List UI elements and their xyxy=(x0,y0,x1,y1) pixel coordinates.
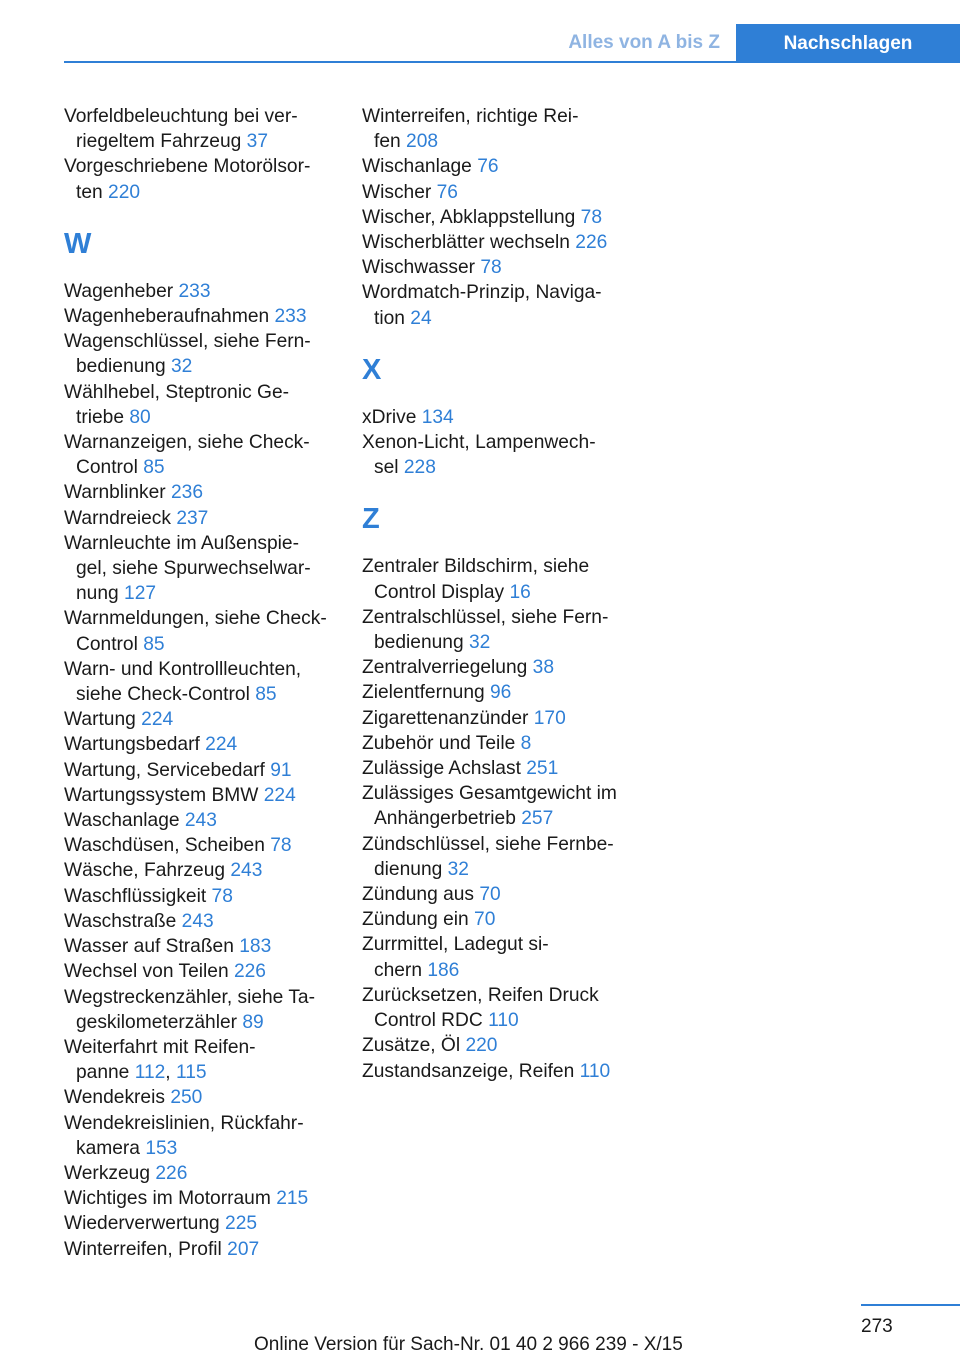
page-link[interactable]: 243 xyxy=(230,860,263,882)
index-entry-term: Zulässiges Gesamtgewicht im Anhängerbetrieb xyxy=(362,783,617,830)
index-entry xyxy=(362,205,637,230)
index-entry-term: Wischanlage xyxy=(362,156,472,178)
page-link[interactable]: 32 xyxy=(170,356,193,378)
index-entry-term: Wischer xyxy=(362,181,432,203)
index-entry xyxy=(64,1211,336,1236)
page-link[interactable]: 110 xyxy=(579,1060,611,1082)
index-entry xyxy=(64,1186,336,1211)
index-entry-term: Waschflüssigkeit xyxy=(64,885,207,907)
index-entry xyxy=(64,959,336,984)
page-link[interactable]: 16 xyxy=(509,581,531,603)
index-entry-term: Warnleuchte im Außenspie- gel, siehe Spurwechselwar- nung xyxy=(64,532,311,605)
page-link[interactable]: 233 xyxy=(178,280,211,302)
index-entry-term: Wartungssystem BMW xyxy=(64,784,259,806)
index-entry-term: Wagenheberaufnahmen xyxy=(64,306,270,328)
footer-rule xyxy=(861,1304,960,1306)
index-entry-term: Wischwasser xyxy=(362,257,476,279)
index-entry-term: Zündschlüssel, siehe Fernbe- dienung xyxy=(362,833,614,880)
index-entry xyxy=(64,430,336,480)
page-link[interactable]: 215 xyxy=(276,1188,309,1210)
index-entry-term: Zulässige Achslast xyxy=(362,758,521,780)
index-entry xyxy=(64,154,336,204)
page-link[interactable]: 32 xyxy=(468,632,491,654)
page-link[interactable]: 115 xyxy=(175,1062,207,1084)
index-entry xyxy=(64,279,336,304)
index-entry xyxy=(64,909,336,934)
breadcrumb[interactable]: Alles von A bis Z xyxy=(568,32,720,53)
index-entry xyxy=(362,907,637,932)
index-entry xyxy=(362,255,637,280)
index-entry xyxy=(362,706,637,731)
index-entry-term: Winterreifen, richtige Rei- fen xyxy=(362,106,579,153)
index-entry-term: Wagenheber xyxy=(64,280,174,302)
index-entry xyxy=(362,1033,637,1058)
index-column-left xyxy=(64,104,336,1262)
page-link[interactable]: 38 xyxy=(532,657,555,679)
index-entry-term: Zentralverriegelung xyxy=(362,657,528,679)
page-link[interactable]: 112 xyxy=(134,1062,166,1084)
index-entry-term: Zusätze, Öl xyxy=(362,1035,461,1057)
page-link[interactable]: 224 xyxy=(205,734,238,756)
index-entry xyxy=(362,882,637,907)
index-entry-term: Waschstraße xyxy=(64,910,177,932)
index-entry xyxy=(64,758,336,783)
page-link[interactable]: 183 xyxy=(239,936,272,958)
index-entry-term: Wechsel von Teilen xyxy=(64,961,229,983)
index-entry-term: Warn- und Kontrollleuchten, siehe Check-Control xyxy=(64,658,302,706)
index-entry-term: Vorgeschriebene Motorölsor- ten xyxy=(64,156,311,203)
index-entry xyxy=(362,554,637,604)
index-entry xyxy=(362,154,637,179)
page-link[interactable]: 233 xyxy=(274,306,307,328)
index-entry-term: Wartung, Servicebedarf xyxy=(64,759,265,781)
index-entry-term: Zustandsanzeige, Reifen xyxy=(362,1060,575,1082)
page-link[interactable]: 243 xyxy=(184,810,217,832)
index-entry-term: xDrive xyxy=(362,406,417,428)
index-entry xyxy=(64,506,336,531)
page-link[interactable]: 237 xyxy=(176,507,209,529)
index-entry xyxy=(64,884,336,909)
section-tab-nachschlagen[interactable]: Nachschlagen xyxy=(736,24,960,63)
index-entry xyxy=(362,832,637,882)
index-entry-term: Wendekreislinien, Rückfahr- kamera xyxy=(64,1112,304,1159)
index-entry-term: Wählhebel, Steptronic Ge- triebe xyxy=(64,381,290,428)
index-entry-term: Zurücksetzen, Reifen Druck Control RDC xyxy=(362,984,599,1032)
page-link[interactable]: 76 xyxy=(436,181,458,203)
page-link[interactable]: 24 xyxy=(410,307,432,329)
page-link[interactable]: 226 xyxy=(575,232,608,254)
index-entry xyxy=(64,833,336,858)
page-link[interactable]: 91 xyxy=(270,759,292,781)
index-entry-term: Zündung aus xyxy=(362,884,475,906)
index-entry xyxy=(362,756,637,781)
page-link[interactable]: 251 xyxy=(526,758,559,780)
index-entry xyxy=(64,808,336,833)
index-entry xyxy=(64,783,336,808)
index-entry-term: Wartungsbedarf xyxy=(64,734,200,756)
index-entry xyxy=(362,1059,637,1084)
index-entry xyxy=(362,405,637,430)
index-entry xyxy=(64,858,336,883)
index-entry xyxy=(64,985,336,1035)
index-entry-term: Xenon-Licht, Lampenwech- sel xyxy=(362,432,596,479)
index-entry xyxy=(64,1237,336,1262)
page-link[interactable]: 225 xyxy=(225,1213,258,1235)
page-link[interactable]: 85 xyxy=(143,457,165,479)
page-link[interactable]: 85 xyxy=(143,633,165,655)
index-entry xyxy=(362,280,637,330)
page-link[interactable]: 70 xyxy=(479,884,501,906)
page-link[interactable]: 134 xyxy=(421,406,454,428)
index-entry-term: Weiterfahrt mit Reifen- panne xyxy=(64,1036,256,1084)
page-link[interactable]: 236 xyxy=(171,482,204,504)
index-entry xyxy=(362,655,637,680)
index-entry: Weiterfahrt mit Reifen- panne 112, 115 xyxy=(64,1036,256,1084)
page-link[interactable]: 70 xyxy=(474,909,496,931)
index-entry xyxy=(64,104,336,154)
index-entry-term: Warnmeldungen, siehe Check-Control xyxy=(64,608,327,655)
page-link[interactable]: 78 xyxy=(580,206,602,228)
index-entry-term: Wischer, Abklappstellung xyxy=(362,206,576,228)
index-entry-term: Zubehör und Teile xyxy=(362,732,516,754)
index-entry-term: Wichtiges im Motorraum xyxy=(64,1188,271,1210)
page-link[interactable]: 8 xyxy=(520,732,532,754)
index-entry-term: Warnanzeigen, siehe Check-Control xyxy=(64,432,310,479)
index-entry xyxy=(362,731,637,756)
page-link[interactable]: 257 xyxy=(521,808,554,830)
index-entry-term: Wasser auf Straßen xyxy=(64,936,234,958)
index-entry xyxy=(64,606,336,656)
index-entry xyxy=(362,932,637,982)
page-link[interactable]: 224 xyxy=(141,709,174,731)
index-entry-term: Wendekreis xyxy=(64,1087,165,1109)
page-link[interactable]: 153 xyxy=(145,1137,178,1159)
page-link[interactable]: 89 xyxy=(242,1011,264,1033)
index-entry-term: Wagenschlüssel, siehe Fern- bedienung xyxy=(64,331,311,378)
index-entry-term: Wordmatch-Prinzip, Naviga- tion xyxy=(362,282,602,329)
index-entry xyxy=(64,934,336,959)
index-entry xyxy=(64,480,336,505)
index-entry-term: Wiederverwertung xyxy=(64,1213,220,1235)
index-entry-term: Zündung ein xyxy=(362,909,469,931)
index-entry-term: Wäsche, Fahrzeug xyxy=(64,860,226,882)
page-link[interactable]: 110 xyxy=(488,1010,519,1032)
index-entry xyxy=(64,304,336,329)
index-entry-term: Zentralschlüssel, siehe Fern- bedienung xyxy=(362,606,609,654)
page-link[interactable]: 243 xyxy=(181,910,214,932)
index-entry xyxy=(64,531,336,607)
index-entry-term: Werkzeug xyxy=(64,1162,151,1184)
index-letter-heading: X xyxy=(362,353,382,386)
index-entry-term: Zigarettenanzünder xyxy=(362,707,529,729)
page-link[interactable]: 228 xyxy=(403,457,436,479)
index-entry-term: Wischerblätter wechseln xyxy=(362,232,570,254)
page-link[interactable]: 250 xyxy=(170,1087,203,1109)
index-entry-term: Warndreieck xyxy=(64,507,171,529)
page-link[interactable]: 127 xyxy=(124,583,157,605)
page-link[interactable]: 78 xyxy=(211,885,233,907)
index-entry xyxy=(64,1161,336,1186)
index-letter-heading: W xyxy=(64,227,92,260)
page-link[interactable]: 80 xyxy=(129,406,151,428)
index-entry xyxy=(64,657,336,707)
index-entry xyxy=(362,180,637,205)
index-entry xyxy=(362,430,637,480)
index-entry xyxy=(362,781,637,831)
page-link[interactable]: 76 xyxy=(477,156,499,178)
index-entry-term: Zurrmittel, Ladegut si- chern xyxy=(362,934,549,981)
page-link[interactable]: 96 xyxy=(490,682,512,704)
page-link[interactable]: 170 xyxy=(533,707,566,729)
index-entry xyxy=(362,680,637,705)
index-entry-term: Wegstreckenzähler, siehe Ta- geskilometerzähler xyxy=(64,986,315,1033)
page-link[interactable]: 226 xyxy=(233,961,266,983)
page-link[interactable]: 220 xyxy=(108,181,141,203)
page-link[interactable]: 226 xyxy=(155,1162,188,1184)
index-entry xyxy=(64,1111,336,1161)
index-entry xyxy=(64,732,336,757)
page-link[interactable]: 186 xyxy=(427,959,460,981)
index-column-right xyxy=(362,104,637,1084)
index-entry-term: Wartung xyxy=(64,709,136,731)
index-entry xyxy=(362,230,637,255)
index-entry xyxy=(362,983,637,1033)
index-entry xyxy=(362,605,637,655)
index-entry xyxy=(64,707,336,732)
page-link[interactable]: 220 xyxy=(465,1035,498,1057)
index-entry xyxy=(64,1085,336,1110)
index-letter-heading: Z xyxy=(362,503,380,536)
index-entry-term: Zentraler Bildschirm, siehe Control Display xyxy=(362,556,590,603)
index-entry xyxy=(362,104,637,154)
page-link[interactable]: 37 xyxy=(246,131,268,153)
index-entry xyxy=(64,329,336,379)
index-entry-term: Waschdüsen, Scheiben xyxy=(64,835,265,857)
page-link[interactable]: 207 xyxy=(227,1238,260,1260)
index-entry-term: Vorfeldbeleuchtung bei ver- riegeltem Fahrzeug xyxy=(64,106,298,153)
index-entry-term: Waschanlage xyxy=(64,810,180,832)
index-entry xyxy=(64,380,336,430)
footer-version-text: Online Version für Sach-Nr. 01 40 2 966 239 - X/15 xyxy=(254,1334,683,1355)
index-entry-term: Warnblinker xyxy=(64,482,166,504)
page-link[interactable]: 78 xyxy=(480,257,502,279)
page-link[interactable]: 85 xyxy=(255,684,277,706)
page-link[interactable]: 32 xyxy=(447,858,469,880)
index-entry-term: Zielentfernung xyxy=(362,682,485,704)
page-number: 273 xyxy=(861,1316,893,1337)
page-link[interactable]: 78 xyxy=(270,835,292,857)
index-entry-term: Winterreifen, Profil xyxy=(64,1238,222,1260)
page-link[interactable]: 224 xyxy=(263,784,296,806)
page-link[interactable]: 208 xyxy=(406,131,439,153)
